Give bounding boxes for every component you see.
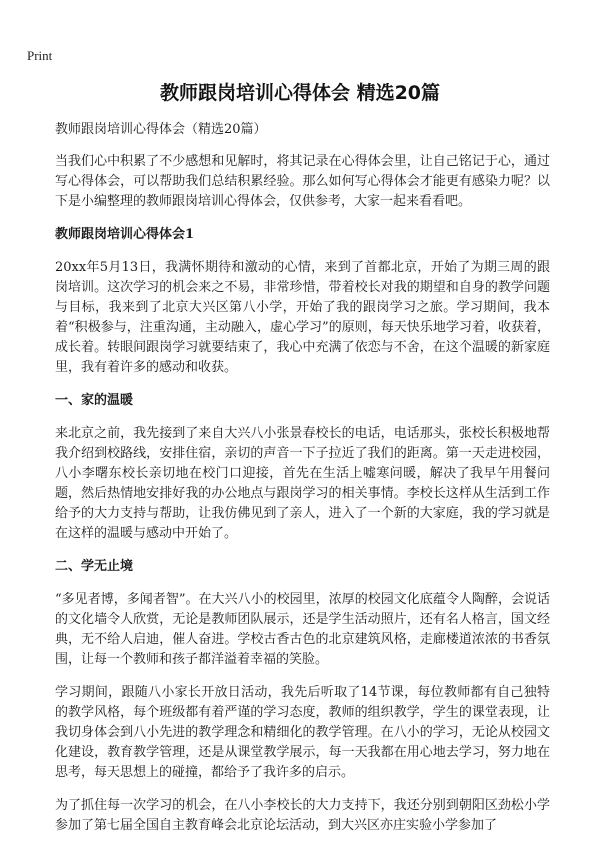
article-body: [55, 120, 550, 849]
print-link[interactable]: Print: [27, 48, 53, 63]
article-subtitle: 教师跟岗培训心得体会（精选20篇）: [55, 122, 267, 137]
intro-paragraph: 当我们心中积累了不少感想和见解时，将其记录在心得体会里，让自己铭记于心，通过写心得体会，可以帮助我们总结积累经验。那么如何写心得体会才能更有感染力呢？以下是小编整理的教师跟岗培训心得体会，仅供参考，大家一起来看看吧。: [55, 154, 550, 209]
paragraph-1: 20xx年5月13日，我满怀期待和激动的心情，来到了首都北京，开始了为期三周的跟岗培训。这次学习的机会来之不易，非常珍惜，带着校长对我的期望和自身的教学问题与目标，我来到了北京大兴区第八小学，开始了我的跟岗学习之旅。学习期间，我本着“积极参与，注重沟通，主动融入，虚心学习”的原则，每天快乐地学习着，收获着，成长着。转眼间跟岗学习就要结束了，我心中充满了依恋与不舍，在这个温暖的新家庭里，我有着许多的感动和收获。: [55, 260, 550, 375]
paragraph-2: 来北京之前，我先接到了来自大兴八小张景春校长的电话，电话那头，张校长积极地帮我介绍到校路线，安排住宿，亲切的声音一下子拉近了我们的距离。第一天走进校园，八小李曙东校长亲切地在校门口迎接，首先在生活上嘘寒问暖，解决了我早午用餐问题，然后热情地安排好我的办公地点与跟岗学习的相关事情。李校长这样从生活到工作给予的大力支持与帮助，让我仿佛见到了亲人，进入了一个新的大家庭，我的学习就是在这样的温暖与感动中开始了。: [55, 426, 550, 541]
page-title: 教师跟岗培训心得体会 精选20篇: [159, 82, 441, 104]
paragraph-3: “多见者博，多闻者智”。在大兴八小的校园里，浓厚的校园文化底蕴令人陶醉，会说话的文化墙令人欣赏，无论是教师团队展示，还是学生活动照片，还有名人格言，国文经典，无不给人启迪，催人奋进。学校古香古色的北京建筑风格，走廊楼道浓浓的书香氛围，让每一个教师和孩子都洋溢着幸福的笑脸。: [55, 592, 550, 667]
article-heading: 教师跟岗培训心得体会1: [55, 227, 195, 242]
paragraph-5: 为了抓住每一次学习的机会，在八小李校长的大力支持下，我还分别到朝阳区劲松小学参加了第七届全国自主教育峰会北京论坛活动，到大兴区亦庄实验小学参加了: [55, 798, 550, 833]
paragraph-4: 学习期间，跟随八小家长开放日活动，我先后听取了14节课，每位教师都有自己独特的教学风格，每个班级都有着严谨的学习态度，教师的组织教学，学生的课堂表现，让我切身体会到八小先进的教学理念和精细化的教学管理。在八小的学习，无论从校园文化建设，教育教学管理，还是从课堂教学展示，每一天我都在用心地去学习，努力地在思考，每天思想上的碰撞，都给予了我许多的启示。: [55, 685, 550, 780]
section-heading-1: 一、家的温暖: [55, 393, 134, 408]
section-heading-2: 二、学无止境: [55, 559, 134, 574]
